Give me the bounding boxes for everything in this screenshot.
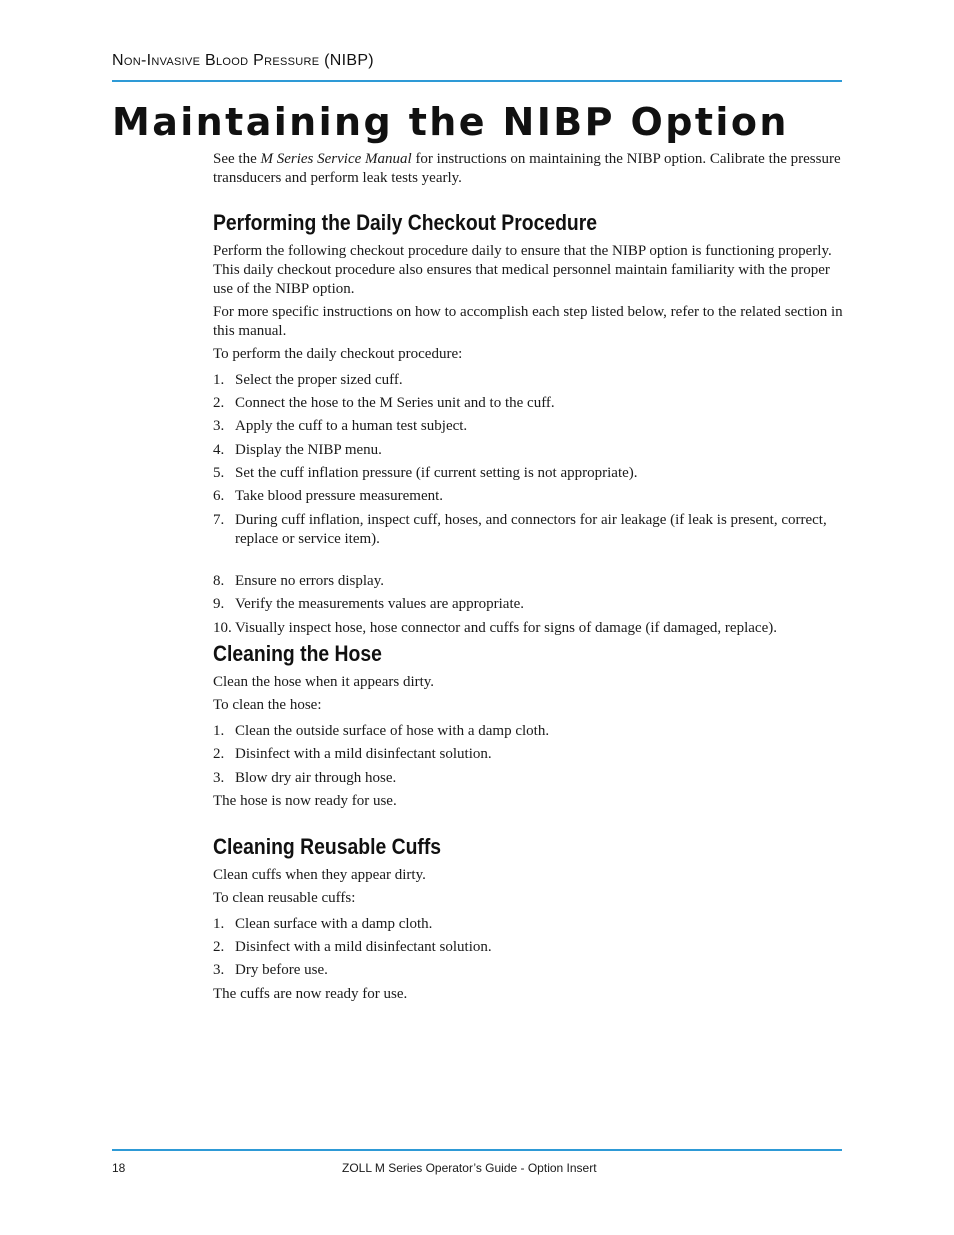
page-number: 18 bbox=[112, 1161, 126, 1175]
step-text: Disinfect with a mild disinfectant solution. bbox=[235, 746, 492, 762]
hose-text-2: To clean the hose: bbox=[213, 697, 322, 713]
footer-rule bbox=[112, 1149, 842, 1151]
step-number: 7. bbox=[213, 512, 225, 528]
hose-paragraph-2 bbox=[213, 696, 843, 715]
list-item bbox=[213, 915, 843, 934]
step-number: 1. bbox=[213, 916, 225, 932]
section-heading-cleaning-cuffs: Cleaning Reusable Cuffs bbox=[213, 834, 442, 859]
step-text: Visually inspect hose, hose connector and cuffs for signs of damage (if damaged, replace). bbox=[235, 620, 777, 636]
step-text: During cuff inflation, inspect cuff, hoses, and connectors for air leakage (if leak is present, correct, replace or service item). bbox=[235, 512, 827, 547]
list-item bbox=[213, 938, 843, 957]
section-cleaning-cuffs bbox=[213, 833, 843, 861]
daily-text-1: Perform the following checkout procedure daily to ensure that the NIBP option is functioning properly. This daily checkout procedure also ensures that medical personnel maintain familiarity with the proper use of the NIBP option. bbox=[213, 243, 832, 297]
step-text: Clean the outside surface of hose with a damp cloth. bbox=[235, 723, 550, 739]
step-number: 4. bbox=[213, 442, 225, 458]
step-number: 1. bbox=[213, 723, 225, 739]
list-item bbox=[213, 745, 843, 764]
step-text: Display the NIBP menu. bbox=[235, 442, 382, 458]
list-item bbox=[213, 595, 843, 614]
step-text: Apply the cuff to a human test subject. bbox=[235, 418, 468, 434]
daily-paragraph-2 bbox=[213, 303, 843, 341]
list-item bbox=[213, 417, 843, 436]
hose-paragraph-3 bbox=[213, 792, 843, 811]
cuffs-paragraph-3 bbox=[213, 985, 843, 1004]
daily-steps-list bbox=[213, 371, 843, 638]
daily-paragraph-1 bbox=[213, 242, 843, 299]
step-text: Select the proper sized cuff. bbox=[235, 372, 403, 388]
step-text: Verify the measurements values are appropriate. bbox=[235, 596, 525, 612]
step-number: 2. bbox=[213, 939, 225, 955]
list-item bbox=[213, 487, 843, 506]
daily-text-3: To perform the daily checkout procedure: bbox=[213, 346, 463, 362]
footer-document-title: ZOLL M Series Operator’s Guide - Option Insert bbox=[342, 1161, 597, 1175]
list-item bbox=[213, 619, 843, 638]
cuffs-text-3: The cuffs are now ready for use. bbox=[213, 986, 408, 1002]
hose-paragraph-1 bbox=[213, 673, 843, 692]
cuffs-paragraph-1 bbox=[213, 866, 843, 885]
intro-text-post: for instructions on maintaining the NIBP option. Calibrate the pressure transducers and perform leak tests yearly. bbox=[213, 151, 841, 186]
daily-text-2: For more specific instructions on how to accomplish each step listed below, refer to the related section in this manual. bbox=[213, 304, 843, 339]
step-text: Dry before use. bbox=[235, 962, 328, 978]
step-text: Connect the hose to the M Series unit and to the cuff. bbox=[235, 395, 555, 411]
section-heading-cleaning-hose: Cleaning the Hose bbox=[213, 641, 382, 666]
list-item bbox=[213, 394, 843, 413]
step-number: 10. bbox=[213, 620, 232, 636]
page-title: Maintaining the NIBP Option bbox=[112, 100, 789, 144]
list-item bbox=[213, 722, 843, 741]
step-number: 1. bbox=[213, 372, 225, 388]
step-number: 9. bbox=[213, 596, 225, 612]
section-heading-daily-checkout: Performing the Daily Checkout Procedure bbox=[213, 210, 598, 235]
list-item bbox=[213, 441, 843, 460]
intro-text-pre: See the bbox=[213, 151, 261, 167]
hose-text-1: Clean the hose when it appears dirty. bbox=[213, 674, 435, 690]
header-rule bbox=[112, 80, 842, 82]
list-item bbox=[213, 769, 843, 788]
step-number: 3. bbox=[213, 770, 225, 786]
list-item bbox=[213, 572, 843, 591]
intro-paragraph bbox=[213, 150, 843, 188]
step-text: Set the cuff inflation pressure (if current setting is not appropriate). bbox=[235, 465, 638, 481]
step-text: Take blood pressure measurement. bbox=[235, 488, 444, 504]
section-daily-checkout bbox=[213, 209, 843, 237]
step-text: Ensure no errors display. bbox=[235, 573, 384, 589]
step-text: Clean surface with a damp cloth. bbox=[235, 916, 433, 932]
step-number: 2. bbox=[213, 746, 225, 762]
hose-text-3: The hose is now ready for use. bbox=[213, 793, 397, 809]
step-number: 3. bbox=[213, 962, 225, 978]
step-text: Disinfect with a mild disinfectant solution. bbox=[235, 939, 492, 955]
daily-paragraph-3 bbox=[213, 345, 843, 364]
section-cleaning-hose bbox=[213, 640, 843, 668]
intro-block bbox=[213, 150, 843, 188]
cuffs-text-1: Clean cuffs when they appear dirty. bbox=[213, 867, 426, 883]
step-number: 5. bbox=[213, 465, 225, 481]
cuffs-paragraph-2 bbox=[213, 889, 843, 908]
step-text: Blow dry air through hose. bbox=[235, 770, 397, 786]
step-number: 8. bbox=[213, 573, 225, 589]
service-manual-reference: M Series Service Manual bbox=[260, 151, 412, 167]
running-head: Non-Invasive Blood Pressure (NIBP) bbox=[112, 52, 374, 69]
cuffs-text-2: To clean reusable cuffs: bbox=[213, 890, 356, 906]
list-item bbox=[213, 511, 843, 549]
step-number: 3. bbox=[213, 418, 225, 434]
step-number: 2. bbox=[213, 395, 225, 411]
list-item bbox=[213, 961, 843, 980]
cuffs-steps-list bbox=[213, 915, 843, 980]
list-item bbox=[213, 371, 843, 390]
step-number: 6. bbox=[213, 488, 225, 504]
hose-steps-list bbox=[213, 722, 843, 788]
list-item bbox=[213, 464, 843, 483]
